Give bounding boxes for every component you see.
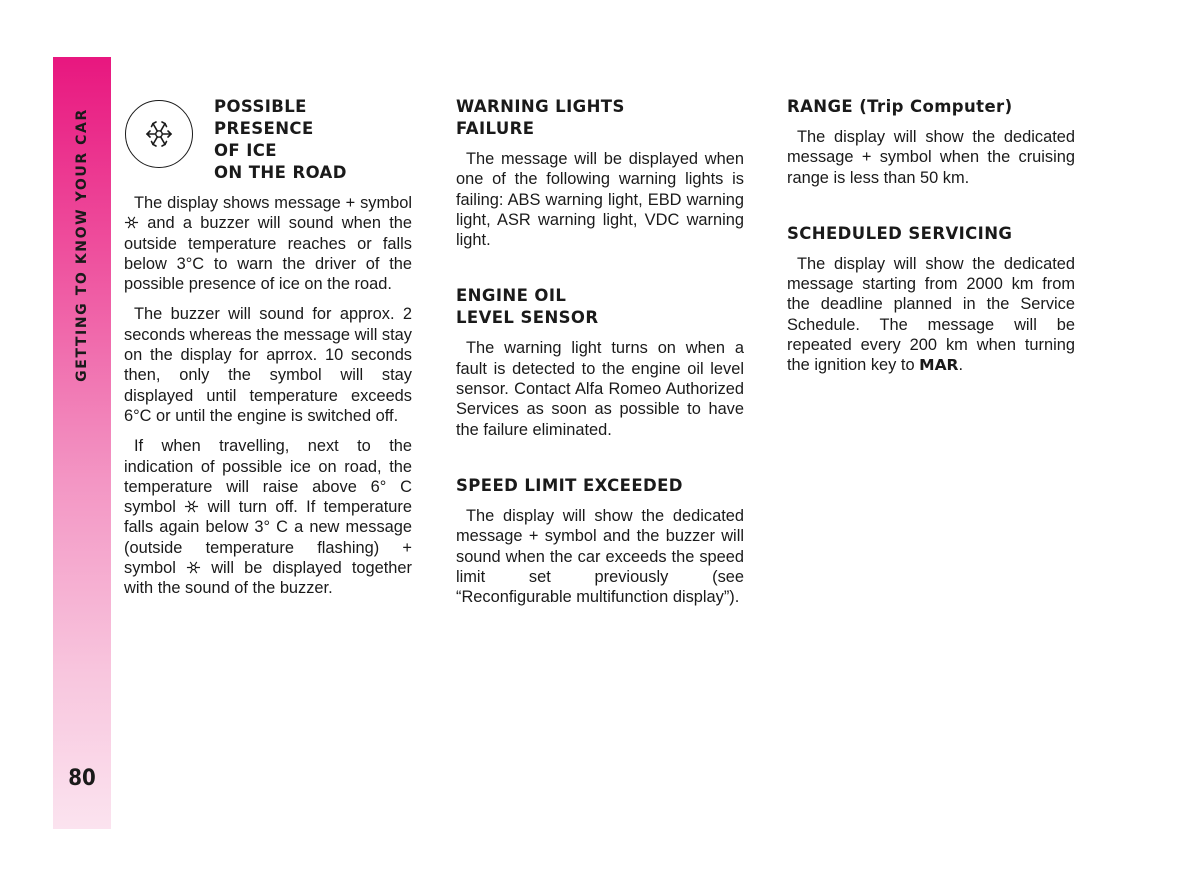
- snowflake-icon: [184, 499, 199, 514]
- ice-paragraph-3: If when travelling, next to the indication of possible ice on road, the temperature will raise above 6° C symbol will turn off. If temperature falls again below 3° C a new message (outside temperature flashing) + symbol will be displayed together with the sound of the buzzer.: [124, 437, 412, 598]
- ice-heading: POSSIBLE PRESENCE OF ICE ON THE ROAD: [214, 97, 347, 182]
- warning-lights-text: The message will be displayed when one of the following warning lights is failing: ABS warning light, EBD warning light, ASR warning light, VDC warning light.: [456, 150, 744, 250]
- engine-oil-text: The warning light turns on when a fault is detected to the engine oil level sensor. Contact Alfa Romeo Authorized Services as soon as possible to have the failure eliminated.: [456, 339, 744, 439]
- engine-oil-heading: ENGINE OIL LEVEL SENSOR: [456, 286, 599, 328]
- snowflake-icon-large: [145, 120, 173, 148]
- column-range-servicing: [787, 96, 1075, 376]
- ignition-position: MAR: [919, 356, 959, 375]
- speed-limit-heading: SPEED LIMIT EXCEEDED: [456, 475, 683, 495]
- speed-limit-text: The display will show the dedicated message + symbol and the buzzer will sound when the car exceeds the speed limit set previously (see “Reconfigurable multifunction display”).: [456, 506, 744, 607]
- range-text: The display will show the dedicated message + symbol when the cruising range is less than 50 km.: [787, 128, 1075, 187]
- range-heading: RANGE (Trip Computer): [787, 97, 1013, 116]
- warning-lights-heading: WARNING LIGHTS FAILURE: [456, 97, 625, 138]
- ice-paragraph-1: The display shows message + symbol and a buzzer will sound when the outside temperature reaches or falls below 3°C to warn the driver of the possible presence of ice on the road.: [124, 194, 412, 294]
- snowflake-icon: [186, 560, 201, 575]
- ice-paragraph-2: The buzzer will sound for approx. 2 seconds whereas the message will stay on the display for aprrox. 10 seconds then, only the symbol will stay displayed until temperature exceeds 6°C or until the engine is switched off.: [124, 305, 412, 425]
- page-number: 80: [68, 766, 96, 791]
- column-warnings: [456, 96, 744, 607]
- ice-heading-block: [125, 96, 412, 184]
- snowflake-icon: [125, 100, 193, 168]
- servicing-text: The display will show the dedicated message starting from 2000 km from the deadline planned in the Service Schedule. The message will be repeated every 200 km when turning the ignition key to MAR.: [787, 254, 1075, 375]
- section-title: GETTING TO KNOW YOUR CAR: [74, 108, 90, 382]
- snowflake-icon: [124, 215, 139, 230]
- column-ice-on-road: [124, 96, 412, 599]
- servicing-heading: SCHEDULED SERVICING: [787, 223, 1013, 243]
